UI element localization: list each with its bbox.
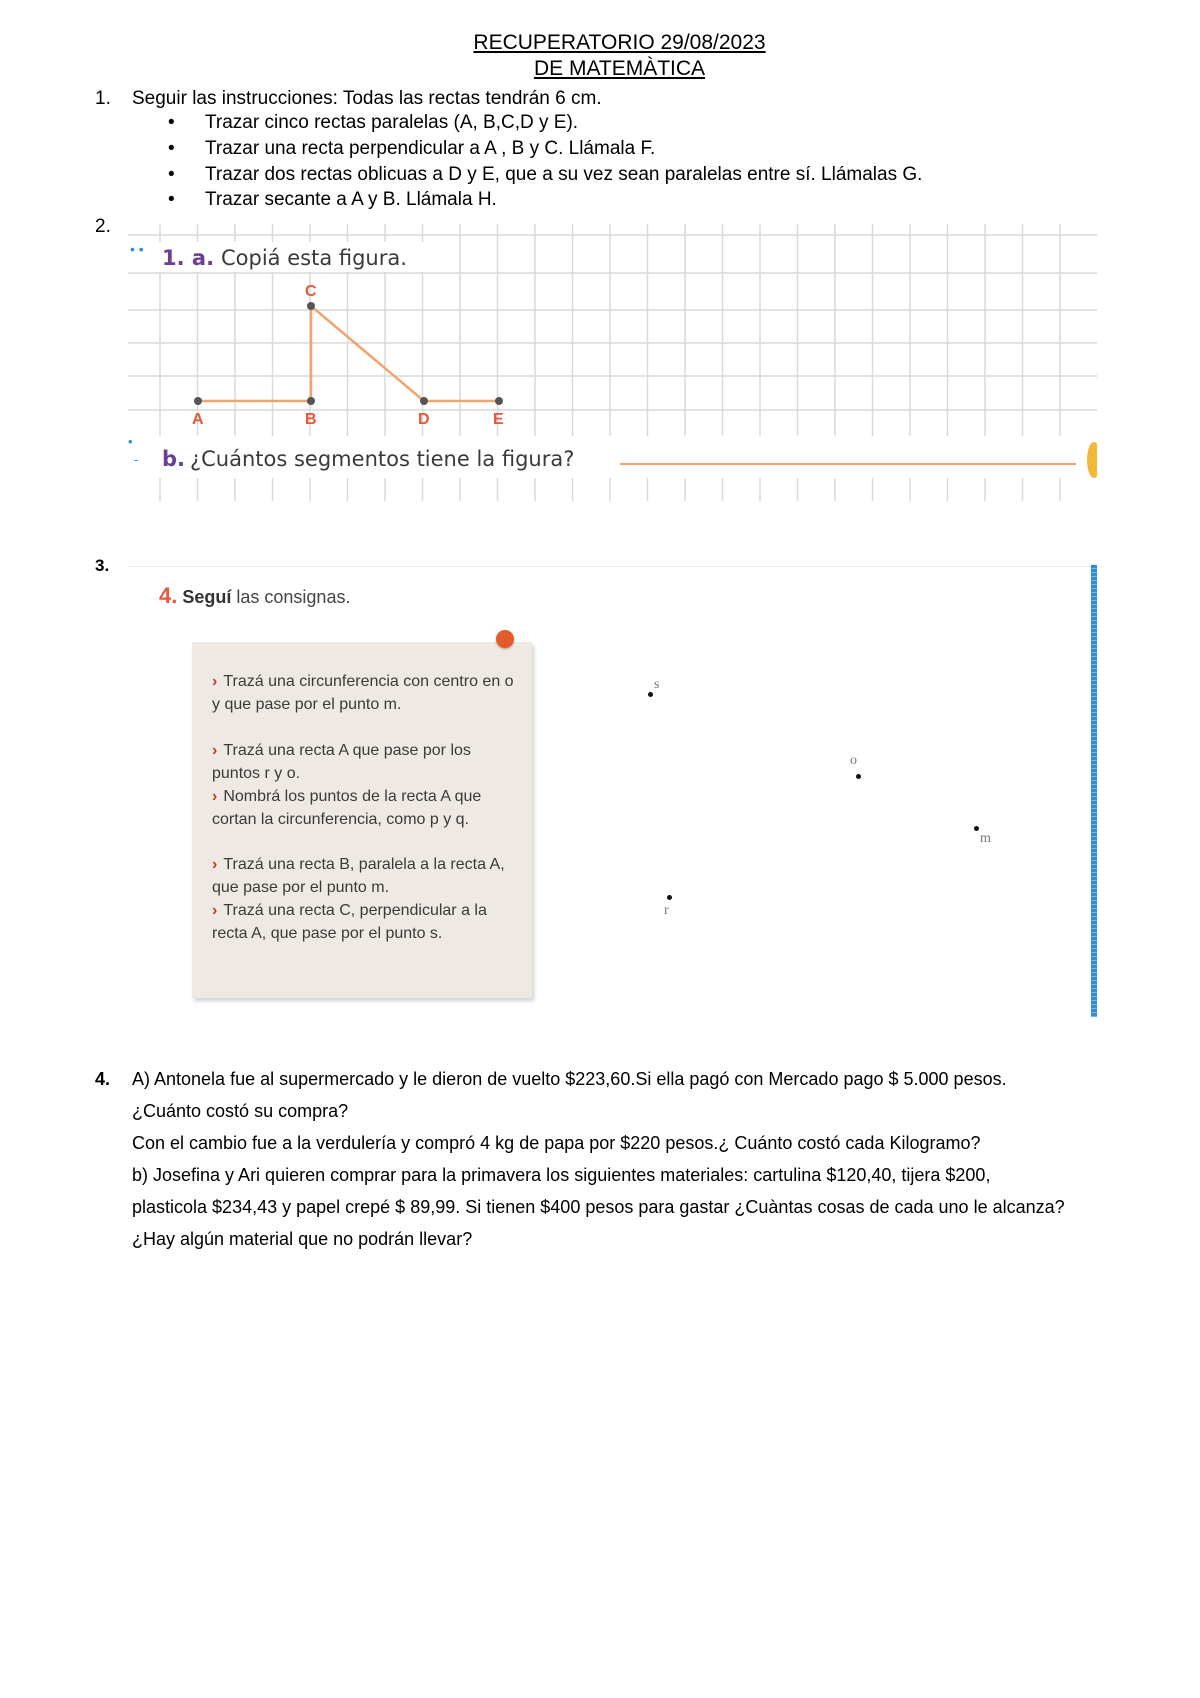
q4-line: Con el cambio fue a la verdulería y compró 4 kg de papa por $220 pesos.¿ Cuánto costó cada Kilogramo? xyxy=(132,1133,981,1153)
document-title: RECUPERATORIO 29/08/2023 xyxy=(473,31,766,54)
figure-grid-exercise xyxy=(128,224,1097,501)
q1-bullet-item: Trazar secante a A y B. Llámala H. xyxy=(205,189,497,210)
question-1-number: 1. xyxy=(95,88,111,109)
bullet-icon: • xyxy=(168,164,175,185)
chevron-right-icon: › xyxy=(212,673,218,690)
blue-side-bar xyxy=(1091,565,1097,1017)
part-b-number: b. xyxy=(162,447,186,471)
section-3-divider xyxy=(128,566,1099,567)
label-b: B xyxy=(305,411,317,428)
q1-bullet-item: Trazar dos rectas oblicuas a D y E, que a su vez sean paralelas entre sí. Llámalas G. xyxy=(205,164,923,185)
exercise-4-number: 4. xyxy=(159,583,178,608)
label-c: C xyxy=(305,283,317,300)
q4-line: A) Antonela fue al supermercado y le dieron de vuelto $223,60.Si ella pagó con Mercado pago $ 5.000 pesos. xyxy=(132,1069,1007,1089)
q1-bullet-item: Trazar una recta perpendicular a A , B y C. Llámala F. xyxy=(205,138,656,159)
part-a-number: 1. a. xyxy=(162,246,215,270)
vertex-c xyxy=(307,302,315,310)
question-1-text: Seguir las instrucciones: Todas las rectas tendrán 6 cm. xyxy=(132,88,602,109)
point-label-m: m xyxy=(980,831,991,846)
instruction-item: › Trazá una recta B, paralela a la recta A, que pase por el punto m. xyxy=(212,856,505,896)
instruction-item: › Trazá una recta A que pase por los puntos r y o. xyxy=(212,742,471,782)
question-4-body xyxy=(132,1063,1172,1255)
question-2-number: 2. xyxy=(95,216,111,237)
figure-vertices xyxy=(194,302,503,405)
chevron-right-icon: › xyxy=(212,788,218,805)
point-label-r: r xyxy=(664,903,669,918)
decor-dots-icon: • xyxy=(128,434,133,449)
document-subtitle: DE MATEMÀTICA xyxy=(533,57,706,80)
q4-line: ¿Cuánto costó su compra? xyxy=(132,1101,349,1121)
bullet-icon: • xyxy=(168,189,175,210)
part-a-text: Copiá esta figura. xyxy=(221,246,407,270)
chevron-right-icon: › xyxy=(212,856,218,873)
grid-figure-svg xyxy=(128,224,1097,501)
vertex-d xyxy=(420,397,428,405)
q4-line: plasticola $234,43 y papel crepé $ 89,99. Si tienen $400 pesos para gastar ¿Cuàntas cosas de cada uno le alcanza? xyxy=(132,1197,1065,1217)
exercise-4-bold: Seguí xyxy=(182,587,232,607)
label-e: E xyxy=(493,411,504,428)
point-label-s: s xyxy=(654,677,660,692)
point-label-o: o xyxy=(850,753,857,768)
instruction-item: › Trazá una recta C, perpendicular a la recta A, que pase por el punto s. xyxy=(212,902,487,942)
vertex-e xyxy=(495,397,503,405)
q1-bullet-item: Trazar cinco rectas paralelas (A, B,C,D y E). xyxy=(205,112,579,133)
label-a: A xyxy=(192,411,204,428)
exercise-4-heading xyxy=(159,583,350,609)
pin-icon xyxy=(496,630,514,648)
bullet-icon: • xyxy=(168,138,175,159)
point-r xyxy=(667,895,672,900)
q4-line: b) Josefina y Ari quieren comprar para la primavera los siguientes materiales: cartulina $120,40, tijera $200, xyxy=(132,1165,991,1185)
part-b-text: ¿Cuántos segmentos tiene la figura? xyxy=(190,447,575,471)
exercise-4-rest: las consignas. xyxy=(231,587,351,607)
vertex-a xyxy=(194,397,202,405)
instruction-item: › Nombrá los puntos de la recta A que cortan la circunferencia, como p y q. xyxy=(212,788,482,828)
decor-dots-icon: • • xyxy=(130,241,144,257)
label-d: D xyxy=(418,411,430,428)
segment-c-d xyxy=(311,306,424,401)
point-m xyxy=(974,826,979,831)
q4-line: ¿Hay algún material que no podrán llevar? xyxy=(132,1229,473,1249)
point-s xyxy=(648,692,653,697)
decor-dots-icon: - xyxy=(134,452,139,467)
point-o xyxy=(856,774,861,779)
chevron-right-icon: › xyxy=(212,742,218,759)
question-3-number: 3. xyxy=(95,556,110,575)
figure-segments xyxy=(198,306,499,401)
vertex-b xyxy=(307,397,315,405)
bullet-icon: • xyxy=(168,112,175,133)
question-4-number: 4. xyxy=(95,1069,111,1089)
instruction-item: › Trazá una circunferencia con centro en o y que pase por el punto m. xyxy=(212,673,514,713)
chevron-right-icon: › xyxy=(212,902,218,919)
grid-lines-bottom xyxy=(160,478,1060,501)
